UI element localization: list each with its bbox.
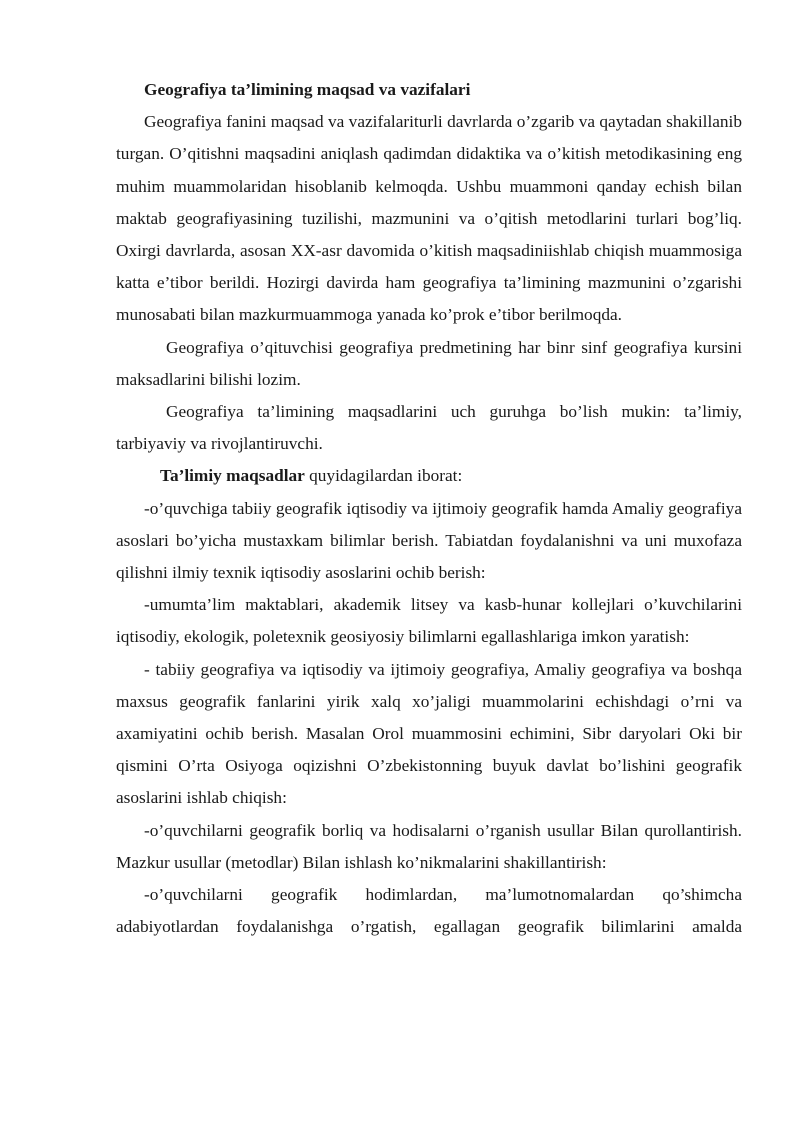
list-item-methods: -o’quvchilarni geografik borliq va hodisalarni o’rganish usullar Bilan qurollantirish. Mazkur usullar (metodlar) Bilan ishlash ko’nikmalarini shakillantirish: <box>116 820 742 872</box>
list-item-references: -o’quvchilarni geografik hodimlardan, ma’lumotnomalardan qo’shimcha adabiyotlardan foydalanishga o’rgatish, egallagan geografik bilimlarini amalda <box>116 885 742 937</box>
paragraph-goal-groups: Geografiya ta’limining maqsadlarini uch guruhga bo’lish mukin: ta’limiy, tarbiyaviy va rivojlantiruvchi. <box>116 402 742 454</box>
list-item-problems: - tabiiy geografiya va iqtisodiy va ijtimoiy geografiya, Amaliy geografiya va boshqa maxsus geografik fanlarini yirik xalq xo’jaligi muammolarini echishdagi o’rni va axamiyatini ochib berish. Masalan Orol muammosini echimini, Sibr daryolari Oki bir qismini O’rta Osiyoga oqizishni O’zbekistonning buyuk davlat bo’lishini geografik asoslarini ishlab chiqish: <box>116 659 742 808</box>
document-page <box>116 74 742 943</box>
paragraph-intro: Geografiya fanini maqsad va vazifalariturli davrlarda o’zgarib va qaytadan shakillanib turgan. O’qitishni maqsadini aniqlash qadimdan didaktika va o’kitish metodikasining eng muhim muammolaridan hisoblanib kelmoqda. Ushbu muammoni qanday echish bilan maktab geografiyasining tuzilishi, mazmunini va o’qitish metodlarini turlari bog’liq. Oxirgi davrlarda, asosan XX-asr davomida o’kitish maqsadiniishlab chiqish muammosiga katta e’tibor berildi. Hozirgi davirda ham geografiya ta’limining mazmunini o’zgarishi munosabati bilan mazkurmuammoga yanada ko’prok e’tibor berilmoqda. <box>116 112 742 325</box>
list-item-knowledge: -o’quvchiga tabiiy geografik iqtisodiy va ijtimoiy geografik hamda Amaliy geografiya asoslari bo’yicha mustaxkam bilimlar berish. Tabiatdan foydalanishni va uni muxofaza qilishni ilmiy texnik iqtisodiy asoslarini ochib berish: <box>116 498 742 583</box>
educational-goals-label: Ta’limiy maqsadlar <box>160 466 305 486</box>
educational-goals-intro: quyidagilardan iborat: <box>304 466 463 486</box>
paragraph-educational-goals-heading <box>116 460 742 492</box>
paragraph-teacher-goals: Geografiya o’qituvchisi geografiya predmetining har binr sinf geografiya kursini maksadlarini bilishi lozim. <box>116 337 742 389</box>
section-title: Geografiya ta’limining maqsad va vazifalari <box>144 80 471 99</box>
list-item-schools: -umumta’lim maktablari, akademik litsey va kasb-hunar kollejlari o’kuvchilarini iqtisodiy, ekologik, poletexnik geosiyosiy bilimlarni egallashlariga imkon yaratish: <box>116 595 742 647</box>
